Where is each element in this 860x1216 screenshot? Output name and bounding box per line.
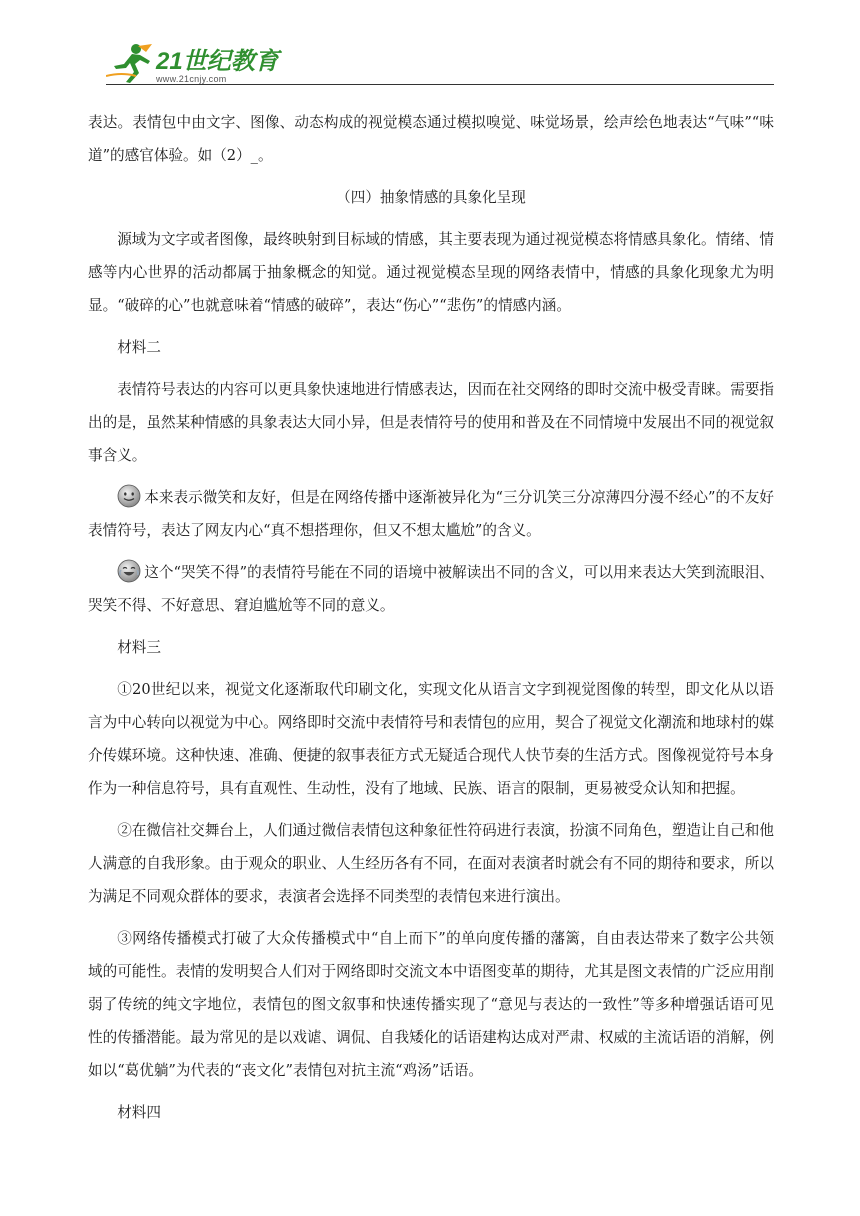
logo-url: www.21cnjy.com	[156, 74, 227, 84]
document-body	[88, 106, 774, 1138]
material-label: 材料四	[117, 1104, 161, 1121]
logo	[106, 42, 279, 84]
paragraph-text: 这个“哭笑不得”的表情符号能在不同的语境中被解读出不同的含义，可以用来表达大笑到流眼泪、哭笑不得、不好意思、窘迫尴尬等不同的意义。	[88, 564, 774, 614]
smile-emoji-icon	[117, 484, 141, 508]
laugh-cry-emoji-icon	[117, 559, 141, 583]
emoji-paragraph-laugh-cry	[88, 556, 774, 622]
page-header	[106, 38, 774, 86]
section-heading: （四）抽象情感的具象化呈现	[336, 189, 526, 206]
paragraph-text: 本来表示微笑和友好，但是在网络传播中逐渐被异化为“三分讥笑三分凉薄四分漫不经心”的不友好表情符号，表达了网友内心“真不想搭理你，但又不想太尴尬”的含义。	[88, 489, 774, 539]
paragraph: 源域为文字或者图像，最终映射到目标域的情感，其主要表现为通过视觉模态将情感具象化。情绪、情感等内心世界的活动都属于抽象概念的知觉。通过视觉模态呈现的网络表情中，情感的具象化现象尤为明显。“破碎的心”也就意味着“情感的破碎”，表达“伤心”“悲伤”的情感内涵。	[88, 231, 774, 314]
emoji-paragraph-smile	[88, 481, 774, 547]
paragraph: ②在微信社交舞台上，人们通过微信表情包这种象征性符码进行表演，扮演不同角色，塑造让自己和他人满意的自我形象。由于观众的职业、人生经历各有不同，在面对表演者时就会有不同的期待和要求，所以为满足不同观众群体的要求，表演者会选择不同类型的表情包来进行演出。	[88, 822, 774, 905]
paragraph: 表达。表情包中由文字、图像、动态构成的视觉模态通过模拟嗅觉、味觉场景，绘声绘色地表达“气味”“味道”的感官体验。如（2）_。	[88, 114, 774, 164]
paragraph: 表情符号表达的内容可以更具象快速地进行情感表达，因而在社交网络的即时交流中极受青睐。需要指出的是，虽然某种情感的具象表达大同小异，但是表情符号的使用和普及在不同情境中发展出不同的视觉叙事含义。	[88, 381, 774, 464]
runner-logo-icon	[106, 42, 154, 84]
paragraph: ①20世纪以来，视觉文化逐渐取代印刷文化，实现文化从语言文字到视觉图像的转型，即文化从以语言为中心转向以视觉为中心。网络即时交流中表情符号和表情包的应用，契合了视觉文化潮流和地球村的媒介传媒环境。这种快速、准确、便捷的叙事表征方式无疑适合现代人快节奏的生活方式。图像视觉符号本身作为一种信息符号，具有直观性、生动性，没有了地域、民族、语言的限制，更易被受众认知和把握。	[88, 681, 774, 797]
material-label: 材料二	[117, 339, 161, 356]
paragraph: ③网络传播模式打破了大众传播模式中“自上而下”的单向度传播的藩篱，自由表达带来了数字公共领域的可能性。表情的发明契合人们对于网络即时交流文本中语图变革的期待，尤其是图文表情的广泛应用削弱了传统的纯文字地位，表情包的图文叙事和快速传播实现了“意见与表达的一致性”等多种增强话语可见性的传播潜能。最为常见的是以戏谑、调侃、自我矮化的话语建构达成对严肃、权威的主流话语的消解，例如以“葛优躺”为代表的“丧文化”表情包对抗主流“鸡汤”话语。	[88, 930, 774, 1079]
material-label: 材料三	[117, 639, 161, 656]
header-rule	[106, 84, 774, 85]
logo-wordmark: 21世纪教育	[156, 48, 279, 75]
